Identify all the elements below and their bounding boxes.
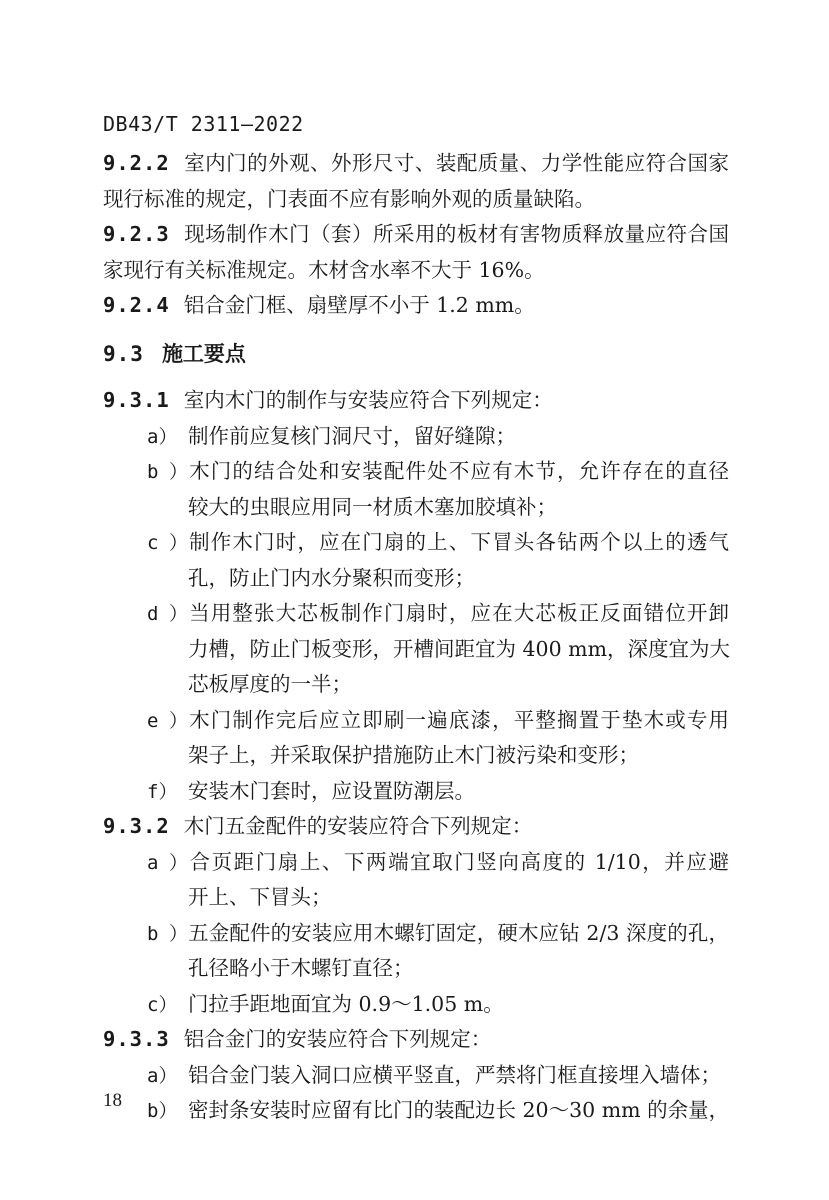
text-line <box>103 1022 729 1058</box>
document-header: DB43/T 2311—2022 <box>103 112 304 136</box>
clause <box>103 383 729 419</box>
clause <box>103 288 729 324</box>
item-text: 当用整张大芯板制作门扇时，应在大芯板正反面错位开卸 <box>188 601 729 625</box>
text-line <box>103 880 729 916</box>
clause-number: 9.2.4 <box>103 293 170 317</box>
item-label: d） <box>147 603 188 625</box>
item-label: e） <box>147 709 188 732</box>
clause-text: 家现行有关标准规定。木材含水率不大于 16%。 <box>103 257 545 282</box>
list-item <box>103 596 729 703</box>
item-text: 门拉手距地面宜为 0.9～1.05 m。 <box>188 991 504 1016</box>
text-line <box>103 738 729 774</box>
clause-text: 木门五金配件的安装应符合下列规定： <box>183 814 533 838</box>
item-label: a） <box>147 1064 178 1087</box>
item-label: b） <box>147 922 188 945</box>
list-item <box>103 419 729 455</box>
text-line <box>103 916 729 952</box>
clause-text: 现场制作木门（套）所采用的板材有害物质释放量应符合国 <box>183 222 729 246</box>
item-text: 孔，防止门内水分聚积而变形； <box>188 565 475 590</box>
text-line <box>103 253 729 289</box>
list-item <box>103 845 729 916</box>
item-text: 力槽，防止门板变形，开槽间距宜为 400 mm，深度宜为大 <box>188 636 731 661</box>
item-label: a） <box>147 425 178 448</box>
clause-number: 9.2.3 <box>103 222 170 246</box>
item-label: b） <box>147 461 188 483</box>
clause <box>103 217 729 288</box>
clause <box>103 1022 729 1058</box>
text-line <box>103 774 729 810</box>
text-line <box>103 987 729 1023</box>
item-label: a） <box>147 851 188 874</box>
text-line <box>103 845 729 881</box>
section-number: 9.3 <box>103 341 144 366</box>
item-label: c） <box>147 993 178 1016</box>
text-line <box>103 667 729 703</box>
item-text: 安装木门套时，应设置防潮层。 <box>188 778 475 803</box>
text-line <box>103 951 729 987</box>
item-label: b） <box>147 1100 178 1122</box>
list-item <box>103 703 729 774</box>
text-line <box>103 596 729 632</box>
clause-text: 现行标准的规定，门表面不应有影响外观的质量缺陷。 <box>103 186 595 211</box>
item-text: 芯板厚度的一半； <box>188 672 352 696</box>
item-text: 孔径略小于木螺钉直径； <box>188 956 414 980</box>
clause-number: 9.3.2 <box>103 814 170 838</box>
text-line <box>103 146 729 182</box>
text-line <box>103 288 729 324</box>
clause-text: 铝合金门的安装应符合下列规定： <box>183 1027 492 1051</box>
list-item <box>103 774 729 810</box>
item-label: c） <box>147 532 188 554</box>
clause-number: 9.3.3 <box>103 1027 170 1051</box>
item-text: 架子上，并采取保护措施防止木门被污染和变形； <box>188 743 639 767</box>
item-label: f） <box>147 780 178 803</box>
page-number: 18 <box>103 1090 122 1111</box>
text-line <box>103 1093 729 1129</box>
text-line <box>103 809 729 845</box>
item-text: 五金配件的安装应用木螺钉固定，硬木应钻 2/3 深度的孔， <box>188 920 729 945</box>
list-item <box>103 1058 729 1094</box>
item-text: 木门的结合处和安装配件处不应有木节，允许存在的直径 <box>188 459 729 483</box>
section-title: 施工要点 <box>161 340 246 366</box>
document-body <box>103 146 729 1129</box>
item-text: 制作前应复核门洞尺寸，留好缝隙； <box>188 423 516 448</box>
item-text: 密封条安装时应留有比门的装配边长 20～30 mm 的余量， <box>188 1098 730 1122</box>
clause <box>103 146 729 217</box>
list-item <box>103 987 729 1023</box>
text-line <box>103 419 729 455</box>
text-line <box>103 1058 729 1094</box>
list-item <box>103 454 729 525</box>
clause-number: 9.3.1 <box>103 388 170 412</box>
clause-number: 9.2.2 <box>103 151 170 175</box>
list-item <box>103 916 729 987</box>
clause <box>103 809 729 845</box>
item-text: 制作木门时，应在门扇的上、下冒头各钻两个以上的透气 <box>188 530 729 554</box>
text-line <box>103 525 729 561</box>
text-line <box>103 217 729 253</box>
text-line <box>103 703 729 739</box>
clause-text: 室内木门的制作与安装应符合下列规定： <box>183 388 553 412</box>
text-line <box>103 454 729 490</box>
clause-text: 室内门的外观、外形尺寸、装配质量、力学性能应符合国家 <box>183 151 729 175</box>
text-line <box>103 561 729 597</box>
item-text: 合页距门扇上、下两端宜取门竖向高度的 1/10，并应避 <box>188 849 729 874</box>
item-text: 铝合金门装入洞口应横平竖直，严禁将门框直接埋入墙体； <box>188 1062 721 1087</box>
list-item <box>103 1093 729 1129</box>
clause-text: 铝合金门框、扇壁厚不小于 1.2 mm。 <box>183 293 535 317</box>
text-line <box>103 182 729 218</box>
text-line <box>103 632 729 668</box>
item-text: 木门制作完后应立即刷一遍底漆，平整搁置于垫木或专用 <box>188 707 729 732</box>
text-line <box>103 383 729 419</box>
item-text: 较大的虫眼应用同一材质木塞加胶填补； <box>188 494 557 519</box>
text-line <box>103 490 729 526</box>
item-text: 开上、下冒头； <box>188 885 332 909</box>
section-heading <box>103 336 729 372</box>
list-item <box>103 525 729 596</box>
